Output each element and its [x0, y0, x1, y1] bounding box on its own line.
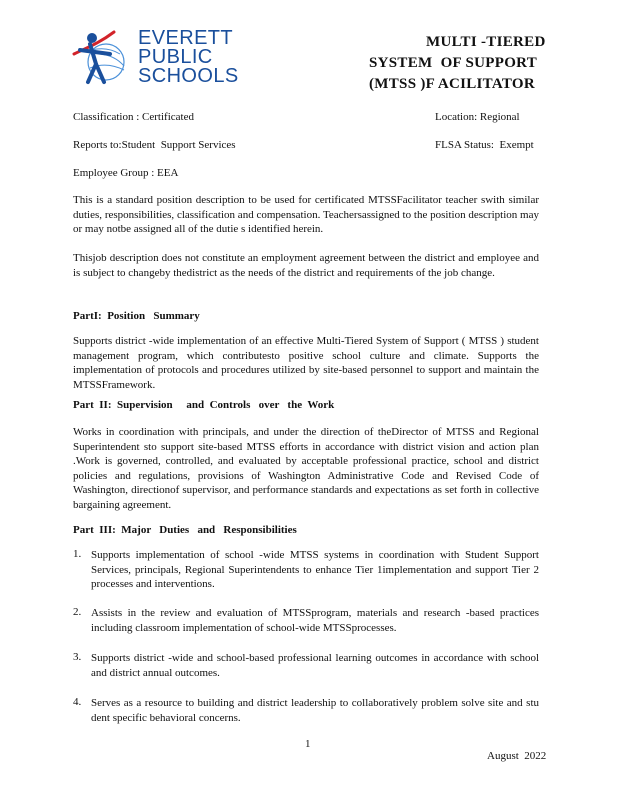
part-1-text: Supports district -wide implementation of an effective Multi-Tiered System of Support ( MTSS ) student management program, which contributesto positive school culture and climate. Supports the implementation of protocols and procedures utilized by site-based personnel to support and maintain the MTSSFramework. — [73, 335, 539, 391]
page-number: 1 — [305, 738, 311, 750]
part-2-text: Works in coordination with principals, and under the direction of theDirector of MTSS and Regional Superintendent sto support site-based MTSS efforts in accordance with district vision and action plan .Work is governed, controlled, and evaluated by acceptable professional practice, school and district policies and regulations, provisions of Washington Administrative Code and Revised Code of Washington, directionof supervisor, and performance standards and expectations as set forth in collective bargaining agreement. — [73, 426, 539, 511]
duty-item: Assists in the review and evaluation of MTSSprogram, materials and research -based practices including classroom implementation of school-wide MTSSprocesses. — [91, 607, 539, 634]
logo-text-everett: EVERETT — [138, 27, 234, 49]
part-3-heading: Part III: Major Duties and Responsibilities — [73, 524, 297, 536]
intro-paragraph-2: Thisjob description does not constitute an employment agreement between the district and employee and is subject to changeby thedistrict as the needs of the district and requirements of the job change. — [73, 252, 539, 279]
location: Location: Regional — [435, 111, 520, 123]
duty-number: 3. — [73, 651, 82, 663]
duty-number: 1. — [73, 548, 82, 560]
employee-group: Employee Group : EEA — [73, 167, 179, 179]
logo-text-public: PUBLIC — [138, 46, 213, 68]
part-1-heading: PartI: Position Summary — [73, 310, 200, 322]
footer-date: August 2022 — [487, 750, 547, 762]
district-logo — [70, 24, 240, 90]
duty-number: 4. — [73, 696, 82, 708]
reports-to: Reports to:Student Support Services — [73, 139, 236, 151]
title-line-2: SYSTEM OF SUPPORT — [369, 55, 538, 71]
duty-number: 2. — [73, 606, 82, 618]
classification: Classification : Certificated — [73, 111, 194, 123]
logo-text-schools: SCHOOLS — [138, 65, 239, 87]
title-line-3: (MTSS )F ACILITATOR — [369, 76, 536, 92]
intro-paragraph-1: This is a standard position description to be used for certificated MTSSFacilitator teacher swith similar duties, responsibilities, classification and compensation. Teachersassigned to the position description may or may notbe assigned all of the dutie s identified herein. — [73, 194, 539, 235]
duty-item: Supports district -wide and school-based professional learning outcomes in accordance with school and district annual outcomes. — [91, 652, 539, 679]
title-line-1: MULTI -TIERED — [426, 34, 546, 50]
duty-item: Serves as a resource to building and district leadership to collaboratively problem solve site and stu dent specific behavioral concerns. — [91, 697, 539, 724]
duty-item: Supports implementation of school -wide MTSS systems in coordination with Student Support Services, principals, Regional Superintendents to enhance Tier 1implementation and support Tier 2 processes and interventions. — [91, 549, 539, 590]
flsa-status: FLSA Status: Exempt — [435, 139, 534, 151]
part-2-heading: Part II: Supervision and Controls over the Work — [73, 399, 335, 411]
swoosh-figure-icon — [70, 24, 136, 90]
